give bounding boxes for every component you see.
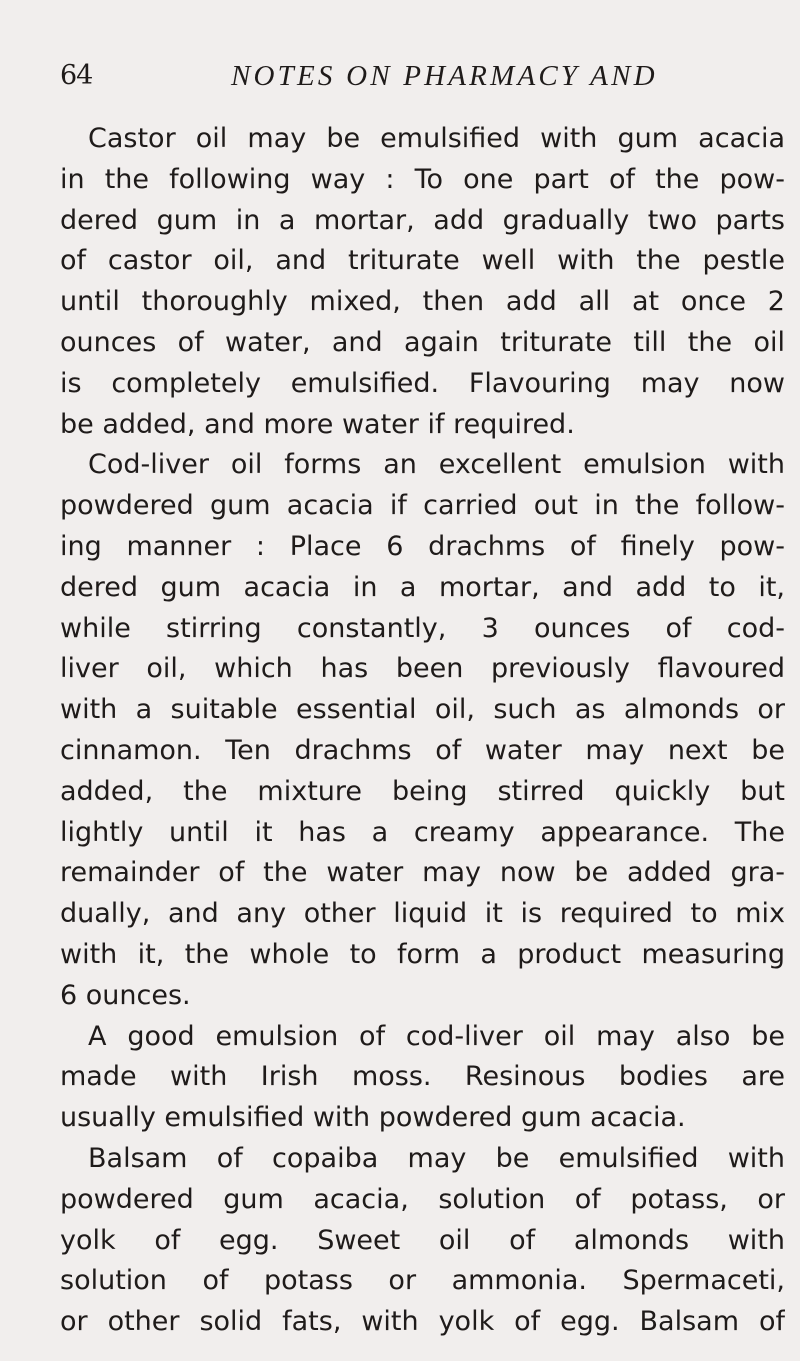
- text-line: made with Irish moss. Resinous bodies are: [60, 1061, 785, 1093]
- page-number: 64: [60, 60, 93, 91]
- text-line: dered gum acacia in a mortar, and add to it,: [60, 571, 785, 603]
- text-line: cinnamon. Ten drachms of water may next be: [60, 734, 785, 766]
- text-line: Cod-liver oil forms an excellent emulsion with: [88, 449, 785, 481]
- text-line: powdered gum acacia, solution of potass, or: [60, 1183, 785, 1215]
- body-text: [60, 119, 785, 1343]
- text-line: usually emulsified with powdered gum acacia.: [60, 1102, 686, 1134]
- text-line: or other solid fats, with yolk of egg. Balsam of: [60, 1306, 785, 1338]
- text-line: ounces of water, and again triturate till the oil: [60, 326, 785, 358]
- text-line: A good emulsion of cod-liver oil may also be: [88, 1020, 785, 1052]
- text-line: in the following way : To one part of the pow-: [60, 163, 785, 195]
- text-line: powdered gum acacia if carried out in the follow-: [60, 490, 785, 522]
- text-line: with it, the whole to form a product measuring: [60, 938, 785, 970]
- running-head: [0, 58, 800, 98]
- text-line: until thoroughly mixed, then add all at once 2: [60, 286, 785, 318]
- text-line: with a suitable essential oil, such as almonds or: [60, 694, 785, 726]
- text-line: lightly until it has a creamy appearance. The: [60, 816, 785, 848]
- text-line: solution of potass or ammonia. Spermaceti,: [60, 1265, 785, 1297]
- text-line: is completely emulsified. Flavouring may now: [60, 367, 785, 399]
- text-line: of castor oil, and triturate well with the pestle: [60, 245, 785, 277]
- text-line: ing manner : Place 6 drachms of finely pow-: [60, 530, 785, 562]
- text-line: Balsam of copaiba may be emulsified with: [88, 1142, 785, 1174]
- text-line: liver oil, which has been previously flavoured: [60, 653, 785, 685]
- text-line: dually, and any other liquid it is required to mix: [60, 898, 785, 930]
- text-line: yolk of egg. Sweet oil of almonds with: [60, 1224, 785, 1256]
- text-line: while stirring constantly, 3 ounces of cod-: [60, 612, 785, 644]
- text-line: 6 ounces.: [60, 979, 191, 1011]
- text-line: added, the mixture being stirred quickly but: [60, 775, 785, 807]
- text-line: be added, and more water if required.: [60, 408, 575, 440]
- text-line: Castor oil may be emulsified with gum acacia: [88, 123, 785, 154]
- text-line: dered gum in a mortar, add gradually two parts: [60, 204, 785, 236]
- running-head-title: NOTES ON PHARMACY AND: [231, 60, 658, 92]
- text-line: remainder of the water may now be added gra-: [60, 857, 785, 889]
